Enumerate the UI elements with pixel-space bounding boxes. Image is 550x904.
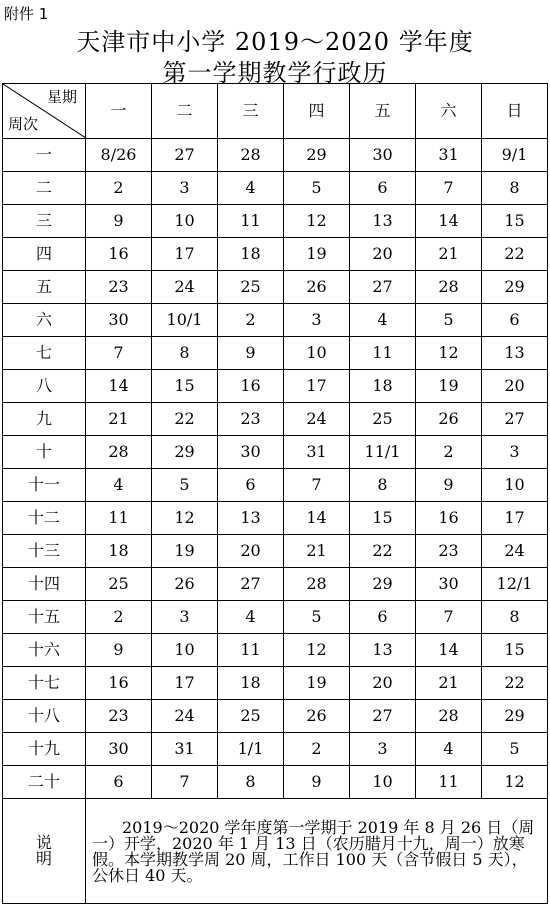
date-cell: 9 <box>218 337 284 370</box>
week-row <box>3 172 548 205</box>
date-cell: 13 <box>350 634 416 667</box>
date-cell: 5 <box>152 469 218 502</box>
date-cell: 24 <box>152 700 218 733</box>
date-cell: 4 <box>416 733 482 766</box>
date-cell: 10 <box>482 469 548 502</box>
date-cell: 13 <box>350 205 416 238</box>
date-cell: 5 <box>482 733 548 766</box>
week-row <box>3 403 548 436</box>
page-title: 天津市中小学 2019～2020 学年度 <box>76 28 474 56</box>
date-cell: 21 <box>416 667 482 700</box>
date-cell: 10 <box>350 766 416 799</box>
date-cell: 31 <box>152 733 218 766</box>
date-cell: 11 <box>218 634 284 667</box>
date-cell: 25 <box>218 700 284 733</box>
date-cell: 24 <box>482 535 548 568</box>
date-cell: 22 <box>482 667 548 700</box>
date-cell: 12 <box>416 337 482 370</box>
week-row <box>3 502 548 535</box>
week-label: 十六 <box>3 634 86 667</box>
date-cell: 22 <box>482 238 548 271</box>
calendar-table <box>2 83 548 904</box>
date-cell: 9 <box>416 469 482 502</box>
date-cell: 27 <box>482 403 548 436</box>
week-label: 十七 <box>3 667 86 700</box>
date-cell: 19 <box>284 238 350 271</box>
date-cell: 26 <box>416 403 482 436</box>
page-subtitle: 第一学期教学行政历 <box>162 59 388 87</box>
date-cell: 20 <box>350 667 416 700</box>
date-cell: 17 <box>152 238 218 271</box>
date-cell: 25 <box>350 403 416 436</box>
date-cell: 15 <box>152 370 218 403</box>
corner-cell <box>3 84 86 139</box>
date-cell: 12 <box>284 205 350 238</box>
date-cell: 15 <box>350 502 416 535</box>
date-cell: 3 <box>284 304 350 337</box>
date-cell: 2 <box>416 436 482 469</box>
week-label: 十四 <box>3 568 86 601</box>
note-label-line: 说 <box>35 833 52 852</box>
date-cell: 12 <box>152 502 218 535</box>
date-cell: 24 <box>152 271 218 304</box>
date-cell: 18 <box>350 370 416 403</box>
week-label: 三 <box>3 205 86 238</box>
week-label: 十一 <box>3 469 86 502</box>
week-row <box>3 205 548 238</box>
date-cell: 28 <box>284 568 350 601</box>
day-header: 四 <box>284 84 350 139</box>
date-cell: 23 <box>218 403 284 436</box>
date-cell: 16 <box>218 370 284 403</box>
date-cell: 8 <box>482 601 548 634</box>
date-cell: 9 <box>86 634 152 667</box>
corner-label-weekday: 星期 <box>46 88 77 106</box>
date-cell: 17 <box>284 370 350 403</box>
date-cell: 25 <box>86 568 152 601</box>
week-row <box>3 436 548 469</box>
date-cell: 7 <box>86 337 152 370</box>
date-cell: 28 <box>416 271 482 304</box>
date-cell: 2 <box>284 733 350 766</box>
date-cell: 13 <box>482 337 548 370</box>
date-cell: 14 <box>416 634 482 667</box>
week-row <box>3 535 548 568</box>
note-row <box>3 799 548 904</box>
corner-label-week: 周次 <box>8 115 39 133</box>
date-cell: 21 <box>284 535 350 568</box>
day-header: 日 <box>482 84 548 139</box>
date-cell: 21 <box>86 403 152 436</box>
attachment-label: 附件 1 <box>4 5 49 23</box>
note-label-line: 明 <box>35 849 52 868</box>
day-header: 五 <box>350 84 416 139</box>
date-cell: 12/1 <box>482 568 548 601</box>
date-cell: 3 <box>152 601 218 634</box>
date-cell: 19 <box>416 370 482 403</box>
date-cell: 29 <box>482 271 548 304</box>
date-cell: 2 <box>86 601 152 634</box>
week-row <box>3 700 548 733</box>
date-cell: 27 <box>218 568 284 601</box>
date-cell: 9 <box>86 205 152 238</box>
date-cell: 25 <box>218 271 284 304</box>
date-cell: 28 <box>86 436 152 469</box>
date-cell: 10/1 <box>152 304 218 337</box>
date-cell: 3 <box>482 436 548 469</box>
date-cell: 16 <box>86 238 152 271</box>
date-cell: 11 <box>350 337 416 370</box>
date-cell: 6 <box>350 172 416 205</box>
date-cell: 6 <box>218 469 284 502</box>
date-cell: 15 <box>482 205 548 238</box>
week-label: 十 <box>3 436 86 469</box>
date-cell: 30 <box>350 139 416 172</box>
date-cell: 7 <box>416 601 482 634</box>
week-row <box>3 139 548 172</box>
date-cell: 30 <box>218 436 284 469</box>
date-cell: 9/1 <box>482 139 548 172</box>
date-cell: 31 <box>284 436 350 469</box>
date-cell: 21 <box>416 238 482 271</box>
week-label: 九 <box>3 403 86 436</box>
date-cell: 30 <box>86 304 152 337</box>
date-cell: 4 <box>218 172 284 205</box>
week-row <box>3 469 548 502</box>
week-label: 七 <box>3 337 86 370</box>
week-label: 十三 <box>3 535 86 568</box>
date-cell: 9 <box>284 766 350 799</box>
week-label: 一 <box>3 139 86 172</box>
date-cell: 29 <box>482 700 548 733</box>
date-cell: 6 <box>86 766 152 799</box>
date-cell: 10 <box>284 337 350 370</box>
date-cell: 30 <box>86 733 152 766</box>
date-cell: 6 <box>350 601 416 634</box>
date-cell: 4 <box>86 469 152 502</box>
date-cell: 17 <box>482 502 548 535</box>
note-text: 2019～2020 学年度第一学期于 2019 年 8 月 26 日（周一）开学，2020 年 1 月 13 日（农历腊月十九，周一）放寒假。本学期教学周 20 周，工作日 100 天（含节假日 5 天），公休日 40 天。 <box>86 799 548 904</box>
week-row <box>3 238 548 271</box>
date-cell: 22 <box>152 403 218 436</box>
date-cell: 2 <box>86 172 152 205</box>
date-cell: 10 <box>152 634 218 667</box>
date-cell: 7 <box>416 172 482 205</box>
date-cell: 1/1 <box>218 733 284 766</box>
day-header: 三 <box>218 84 284 139</box>
date-cell: 4 <box>218 601 284 634</box>
date-cell: 4 <box>350 304 416 337</box>
date-cell: 8 <box>218 766 284 799</box>
day-header: 二 <box>152 84 218 139</box>
note-label <box>3 799 86 904</box>
date-cell: 2 <box>218 304 284 337</box>
date-cell: 8/26 <box>86 139 152 172</box>
date-cell: 19 <box>152 535 218 568</box>
week-label: 四 <box>3 238 86 271</box>
date-cell: 12 <box>482 766 548 799</box>
date-cell: 18 <box>218 667 284 700</box>
date-cell: 16 <box>416 502 482 535</box>
week-label: 六 <box>3 304 86 337</box>
date-cell: 11 <box>86 502 152 535</box>
date-cell: 22 <box>350 535 416 568</box>
date-cell: 27 <box>350 700 416 733</box>
date-cell: 13 <box>218 502 284 535</box>
date-cell: 23 <box>86 700 152 733</box>
week-label: 十八 <box>3 700 86 733</box>
date-cell: 10 <box>152 205 218 238</box>
date-cell: 20 <box>482 370 548 403</box>
week-row <box>3 634 548 667</box>
date-cell: 5 <box>416 304 482 337</box>
date-cell: 31 <box>416 139 482 172</box>
week-row <box>3 337 548 370</box>
date-cell: 28 <box>416 700 482 733</box>
week-row <box>3 733 548 766</box>
header-row <box>3 84 548 139</box>
date-cell: 26 <box>152 568 218 601</box>
week-row <box>3 370 548 403</box>
date-cell: 6 <box>482 304 548 337</box>
date-cell: 12 <box>284 634 350 667</box>
date-cell: 7 <box>284 469 350 502</box>
date-cell: 8 <box>152 337 218 370</box>
week-row <box>3 304 548 337</box>
date-cell: 14 <box>416 205 482 238</box>
date-cell: 28 <box>218 139 284 172</box>
date-cell: 16 <box>86 667 152 700</box>
week-label: 十二 <box>3 502 86 535</box>
week-row <box>3 766 548 799</box>
date-cell: 3 <box>152 172 218 205</box>
date-cell: 27 <box>350 271 416 304</box>
date-cell: 29 <box>152 436 218 469</box>
date-cell: 18 <box>218 238 284 271</box>
week-label: 二 <box>3 172 86 205</box>
week-label: 八 <box>3 370 86 403</box>
date-cell: 8 <box>350 469 416 502</box>
date-cell: 26 <box>284 700 350 733</box>
week-label: 十五 <box>3 601 86 634</box>
date-cell: 30 <box>416 568 482 601</box>
date-cell: 24 <box>284 403 350 436</box>
week-row <box>3 601 548 634</box>
date-cell: 27 <box>152 139 218 172</box>
date-cell: 3 <box>350 733 416 766</box>
date-cell: 8 <box>482 172 548 205</box>
week-label: 二十 <box>3 766 86 799</box>
day-header: 六 <box>416 84 482 139</box>
date-cell: 23 <box>416 535 482 568</box>
day-header: 一 <box>86 84 152 139</box>
date-cell: 18 <box>86 535 152 568</box>
date-cell: 19 <box>284 667 350 700</box>
date-cell: 14 <box>86 370 152 403</box>
date-cell: 29 <box>284 139 350 172</box>
date-cell: 26 <box>284 271 350 304</box>
date-cell: 17 <box>152 667 218 700</box>
week-label: 十九 <box>3 733 86 766</box>
date-cell: 11/1 <box>350 436 416 469</box>
date-cell: 14 <box>284 502 350 535</box>
date-cell: 20 <box>218 535 284 568</box>
week-row <box>3 271 548 304</box>
week-row <box>3 568 548 601</box>
date-cell: 29 <box>350 568 416 601</box>
date-cell: 20 <box>350 238 416 271</box>
date-cell: 11 <box>218 205 284 238</box>
date-cell: 11 <box>416 766 482 799</box>
week-row <box>3 667 548 700</box>
date-cell: 5 <box>284 172 350 205</box>
date-cell: 5 <box>284 601 350 634</box>
date-cell: 15 <box>482 634 548 667</box>
week-label: 五 <box>3 271 86 304</box>
date-cell: 7 <box>152 766 218 799</box>
date-cell: 23 <box>86 271 152 304</box>
